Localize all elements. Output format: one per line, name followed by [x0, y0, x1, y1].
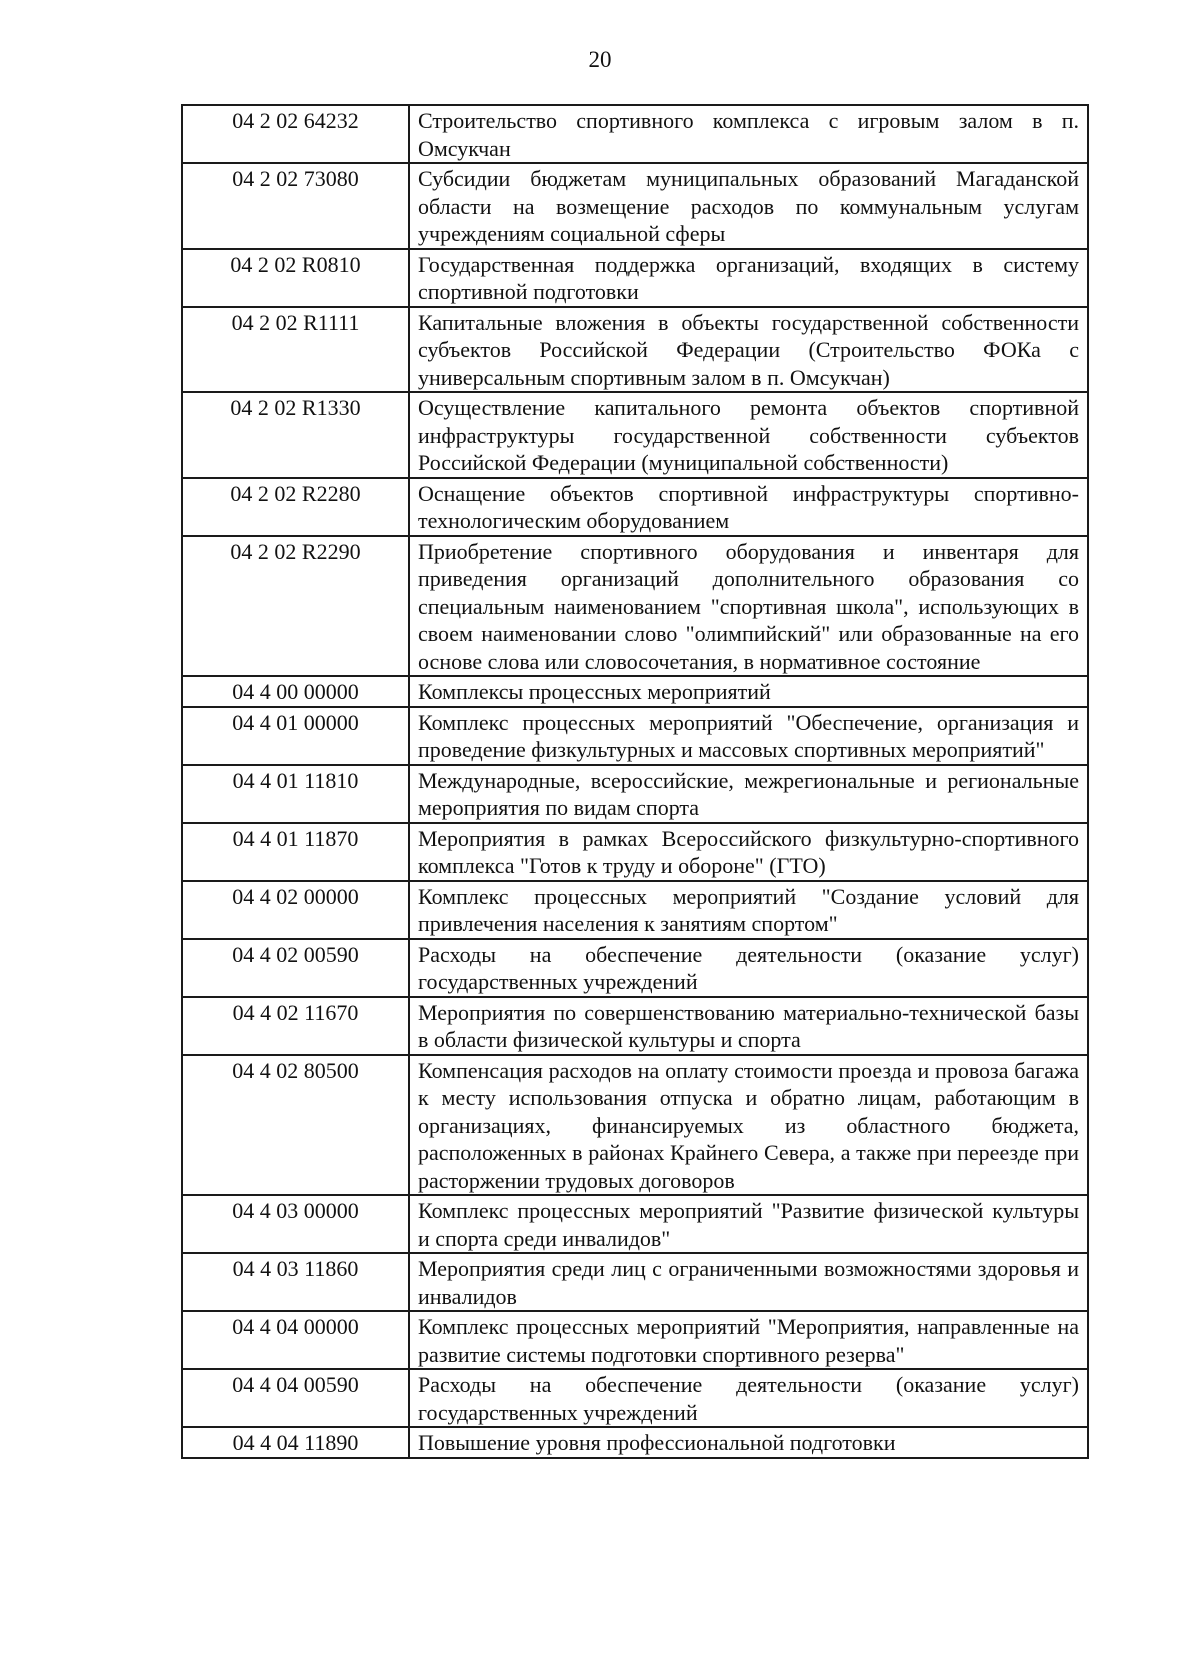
- table-row: [182, 307, 1088, 393]
- row-code: 04 4 04 00590: [182, 1369, 409, 1427]
- table-row: [182, 881, 1088, 939]
- table-row: [182, 1195, 1088, 1253]
- table-row: [182, 707, 1088, 765]
- row-code: 04 4 04 11890: [182, 1427, 409, 1458]
- row-description: Комплекс процессных мероприятий "Обеспечение, организация и проведение физкультурных и массовых спортивных мероприятий": [409, 707, 1088, 765]
- table-row: [182, 1311, 1088, 1369]
- row-code: 04 2 02 64232: [182, 105, 409, 163]
- table-row: [182, 939, 1088, 997]
- row-description: Комплекс процессных мероприятий "Мероприятия, направленные на развитие системы подготовки спортивного резерва": [409, 1311, 1088, 1369]
- row-description: Государственная поддержка организаций, входящих в систему спортивной подготовки: [409, 249, 1088, 307]
- row-code: 04 2 02 R1330: [182, 392, 409, 478]
- row-code: 04 2 02 73080: [182, 163, 409, 249]
- table-row: [182, 105, 1088, 163]
- row-description: Мероприятия по совершенствованию материально-технической базы в области физической культуры и спорта: [409, 997, 1088, 1055]
- table-row: [182, 765, 1088, 823]
- row-code: 04 4 04 00000: [182, 1311, 409, 1369]
- table-row: [182, 997, 1088, 1055]
- row-code: 04 2 02 R2290: [182, 536, 409, 677]
- row-description: Мероприятия среди лиц с ограниченными возможностями здоровья и инвалидов: [409, 1253, 1088, 1311]
- row-code: 04 4 01 00000: [182, 707, 409, 765]
- row-description: Приобретение спортивного оборудования и инвентаря для приведения организаций дополнительного образования со специальным наименованием "спортивная школа", использующих в своем наименовании слово "олимпийский" или образованные на его основе слова или словосочетания, в нормативное состояние: [409, 536, 1088, 677]
- row-description: Комплексы процессных мероприятий: [409, 676, 1088, 707]
- table-row: [182, 249, 1088, 307]
- row-description: Субсидии бюджетам муниципальных образований Магаданской области на возмещение расходов по коммунальным услугам учреждениям социальной сферы: [409, 163, 1088, 249]
- page-number: 20: [588, 47, 612, 72]
- row-description: Компенсация расходов на оплату стоимости проезда и провоза багажа к месту использования отпуска и обратно лицам, работающим в организациях, финансируемых из областного бюджета, расположенных в районах Крайнего Севера, а также при переезде при расторжении трудовых договоров: [409, 1055, 1088, 1196]
- row-code: 04 4 02 00590: [182, 939, 409, 997]
- table-row: [182, 676, 1088, 707]
- row-description: Мероприятия в рамках Всероссийского физкультурно-спортивного комплекса "Готов к труду и обороне" (ГТО): [409, 823, 1088, 881]
- budget-code-table: [181, 104, 1089, 1459]
- table-row: [182, 392, 1088, 478]
- table-row: [182, 1055, 1088, 1196]
- row-description: Комплекс процессных мероприятий "Создание условий для привлечения населения к занятиям спортом": [409, 881, 1088, 939]
- row-code: 04 4 02 80500: [182, 1055, 409, 1196]
- table-body: [182, 105, 1088, 1458]
- row-description: Осуществление капитального ремонта объектов спортивной инфраструктуры государственной собственности субъектов Российской Федерации (муниципальной собственности): [409, 392, 1088, 478]
- row-description: Комплекс процессных мероприятий "Развитие физической культуры и спорта среди инвалидов": [409, 1195, 1088, 1253]
- row-code: 04 4 02 00000: [182, 881, 409, 939]
- row-description: Расходы на обеспечение деятельности (оказание услуг) государственных учреждений: [409, 1369, 1088, 1427]
- row-code: 04 2 02 R2280: [182, 478, 409, 536]
- table-row: [182, 478, 1088, 536]
- row-code: 04 4 03 00000: [182, 1195, 409, 1253]
- row-code: 04 2 02 R1111: [182, 307, 409, 393]
- row-description: Капитальные вложения в объекты государственной собственности субъектов Российской Федерации (Строительство ФОКа с универсальным спортивным залом в п. Омсукчан): [409, 307, 1088, 393]
- row-description: Повышение уровня профессиональной подготовки: [409, 1427, 1088, 1458]
- row-code: 04 4 01 11870: [182, 823, 409, 881]
- table-row: [182, 1369, 1088, 1427]
- row-code: 04 4 03 11860: [182, 1253, 409, 1311]
- table-row: [182, 823, 1088, 881]
- row-description: Строительство спортивного комплекса с игровым залом в п. Омсукчан: [409, 105, 1088, 163]
- row-description: Международные, всероссийские, межрегиональные и региональные мероприятия по видам спорта: [409, 765, 1088, 823]
- row-code: 04 4 01 11810: [182, 765, 409, 823]
- table-row: [182, 536, 1088, 677]
- row-code: 04 4 00 00000: [182, 676, 409, 707]
- table-row: [182, 1253, 1088, 1311]
- table-row: [182, 1427, 1088, 1458]
- row-description: Оснащение объектов спортивной инфраструктуры спортивно-технологическим оборудованием: [409, 478, 1088, 536]
- row-code: 04 4 02 11670: [182, 997, 409, 1055]
- table-row: [182, 163, 1088, 249]
- row-code: 04 2 02 R0810: [182, 249, 409, 307]
- row-description: Расходы на обеспечение деятельности (оказание услуг) государственных учреждений: [409, 939, 1088, 997]
